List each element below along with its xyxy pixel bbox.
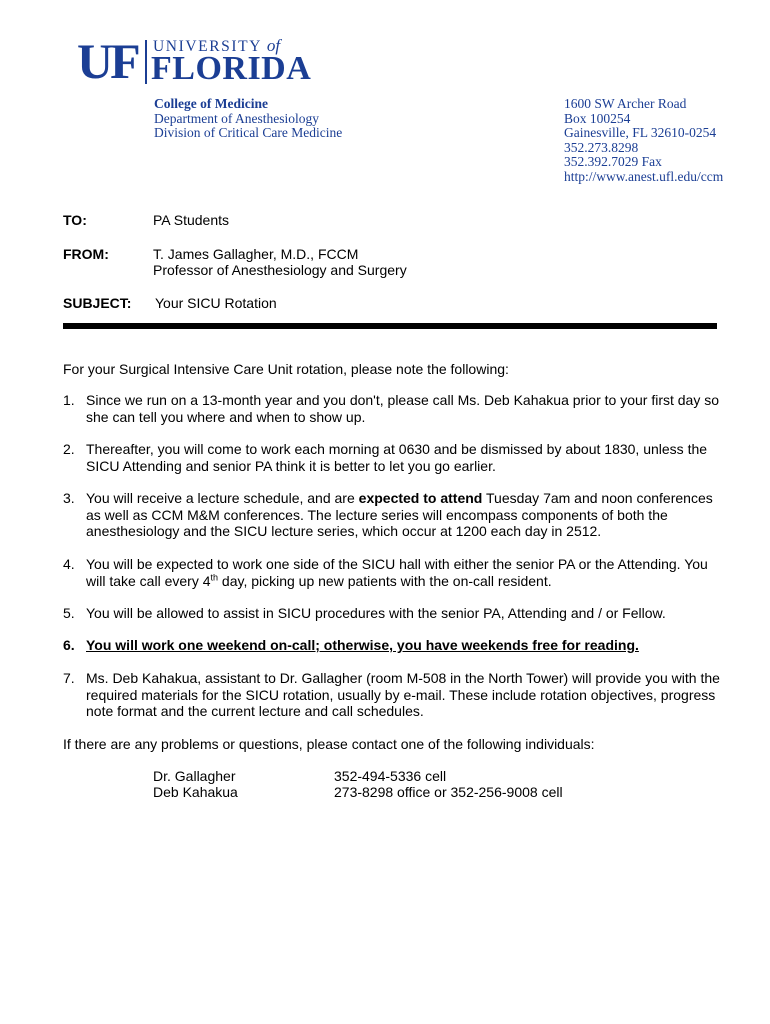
address-street: 1600 SW Archer Road — [564, 96, 687, 111]
address-phone: 352.273.8298 — [564, 139, 639, 155]
subject-label: SUBJECT: — [63, 295, 132, 311]
item-text-3 — [86, 490, 726, 540]
to-label: TO: — [63, 212, 87, 228]
to-value: PA Students — [153, 212, 230, 228]
college-name: College of Medicine — [154, 96, 268, 111]
item-text-5: You will be allowed to assist in SICU procedures with the senior PA, Attending and / or Fellow. — [86, 605, 666, 621]
letterhead-department — [154, 97, 342, 141]
contact-phone-2: 273-8298 office or 352-256-9008 cell — [334, 784, 563, 800]
item-number-1: 1. — [63, 392, 75, 408]
address-city: Gainesville, FL 32610-0254 — [564, 125, 717, 140]
item-number-3: 3. — [63, 490, 75, 506]
item-3-emphasis: expected to attend — [358, 490, 483, 506]
item-3-part-a: You will receive a lecture schedule, and are — [86, 490, 359, 506]
contact-intro: If there are any problems or questions, please contact one of the following individuals: — [63, 736, 595, 752]
from-label: FROM: — [63, 246, 109, 262]
item-text-6: You will work one weekend on-call; otherwise, you have weekends free for reading. — [86, 637, 639, 653]
item-3-part-c: Tuesday 7am and noon conferences as well as CCM M&M conferences. The lecture series will encompass components of both the anesthesiology and the SICU lecture series, which occur at 1200 each day in 2512. — [86, 490, 713, 539]
logo-divider — [145, 40, 147, 84]
from-name: T. James Gallagher, M.D., FCCM — [153, 246, 359, 262]
item-4-superscript: th — [210, 571, 219, 582]
address-fax: 352.392.7029 Fax — [564, 154, 662, 169]
contact-name-1: Dr. Gallagher — [153, 768, 236, 784]
item-text-4 — [86, 556, 726, 589]
logo-university-word: UNIVERSITY — [153, 38, 262, 55]
subject-value: Your SICU Rotation — [155, 295, 277, 311]
letterhead-address — [564, 97, 723, 184]
intro-text: For your Surgical Intensive Care Unit rotation, please note the following: — [63, 361, 509, 377]
item-number-6: 6. — [63, 637, 75, 653]
item-4-part-a: You will be expected to work one side of the SICU hall with either the senior PA or the Attending. You will take call every 4 — [86, 556, 708, 589]
logo-of-word: of — [266, 36, 281, 55]
item-number-2: 2. — [63, 441, 75, 457]
contact-name-2: Deb Kahakua — [153, 784, 238, 800]
logo-florida-text: FLORIDA — [151, 50, 312, 87]
division-name: Division of Critical Care Medicine — [154, 125, 343, 140]
item-text-2: Thereafter, you will come to work each morning at 0630 and be dismissed by about 1830, unless the SICU Attending and senior PA think it is better to let you go earlier. — [86, 441, 708, 474]
item-text-7: Ms. Deb Kahakua, assistant to Dr. Gallagher (room M-508 in the North Tower) will provide you with the required materials for the SICU rotation, usually by e-mail. These include rotation objectives, progress note format and the current lecture and call schedules. — [86, 670, 720, 719]
item-4-part-b: day, picking up new patients with the on-call resident. — [218, 572, 552, 589]
item-number-5: 5. — [63, 605, 75, 621]
address-box: Box 100254 — [564, 110, 631, 126]
uf-logo-mark: UF — [77, 33, 138, 89]
contact-phone-1: 352-494-5336 cell — [334, 768, 447, 784]
item-number-7: 7. — [63, 670, 75, 686]
department-name: Department of Anesthesiology — [154, 110, 319, 126]
item-number-4: 4. — [63, 556, 75, 572]
from-title: Professor of Anesthesiology and Surgery — [153, 262, 407, 278]
address-website[interactable]: http://www.anest.ufl.edu/ccm — [564, 168, 724, 184]
header-rule — [63, 323, 717, 329]
item-text-1: Since we run on a 13-month year and you don't, please call Ms. Deb Kahakua prior to your first day so she can tell you where and when to show up. — [86, 392, 720, 425]
